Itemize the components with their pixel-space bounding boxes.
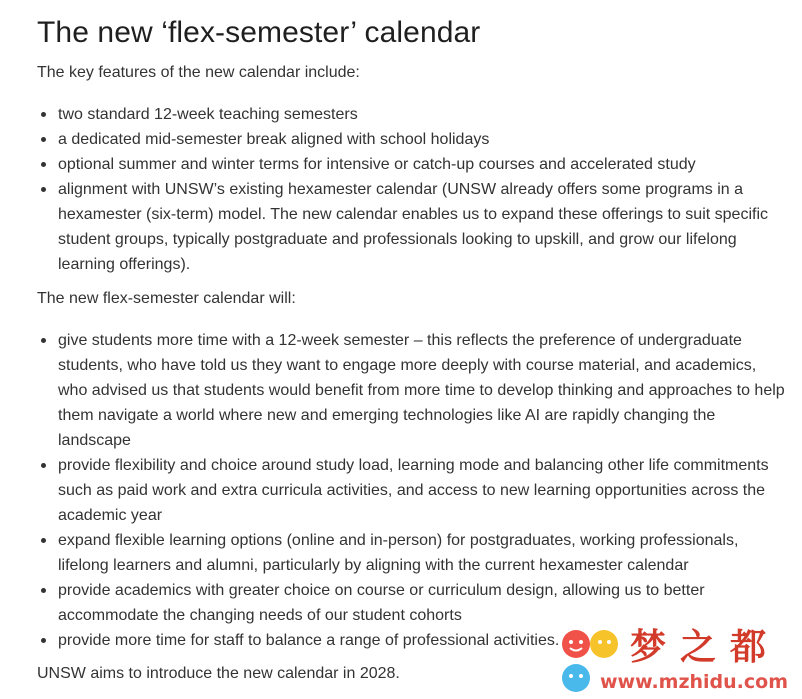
article xyxy=(37,14,787,686)
watermark-logo-text: 梦之都 xyxy=(630,627,781,668)
features-list xyxy=(37,102,787,277)
list-item: provide academics with greater choice on course or curriculum design, allowing us to better accommodate the changing needs of our student cohorts xyxy=(58,578,787,628)
list-item: alignment with UNSW’s existing hexamester calendar (UNSW already offers some programs in a hexamester (six-term) model. The new calendar enables us to expand these offerings to suit specific student groups, typically postgraduate and professionals looking to upskill, and grow our lifelong learning offerings). xyxy=(58,177,787,277)
calendar-will-list xyxy=(37,328,787,653)
list-item: two standard 12-week teaching semesters xyxy=(58,102,787,127)
watermark xyxy=(560,628,796,696)
list-item: give students more time with a 12-week semester – this reflects the preference of undergraduate students, who have told us they want to engage more deeply with course material, and academics, who advised us that students would benefit from more time to develop thinking and approaches to help them navigate a world where new and emerging technologies like AI are rapidly changing the landscape xyxy=(58,328,787,453)
list-item: optional summer and winter terms for intensive or catch-up courses and accelerated study xyxy=(58,152,787,177)
page-title: The new ‘flex-semester’ calendar xyxy=(37,16,481,49)
list-item: expand flexible learning options (online and in-person) for postgraduates, working professionals, lifelong learners and alumni, particularly by aligning with the current hexamester calendar xyxy=(58,528,787,578)
closing-text: UNSW aims to introduce the new calendar in 2028. xyxy=(37,665,400,682)
list-item: a dedicated mid-semester break aligned with school holidays xyxy=(58,127,787,152)
watermark-url: www.mzhidu.com xyxy=(600,671,789,693)
intro-text: The key features of the new calendar include: xyxy=(37,64,360,81)
list-item: provide more time for staff to balance a range of professional activities. xyxy=(58,628,787,653)
list-item: provide flexibility and choice around study load, learning mode and balancing other life commitments such as paid work and extra curricula activities, and access to new learning opportunities across the academic year xyxy=(58,453,787,528)
calendar-will-text: The new flex-semester calendar will: xyxy=(37,290,296,307)
